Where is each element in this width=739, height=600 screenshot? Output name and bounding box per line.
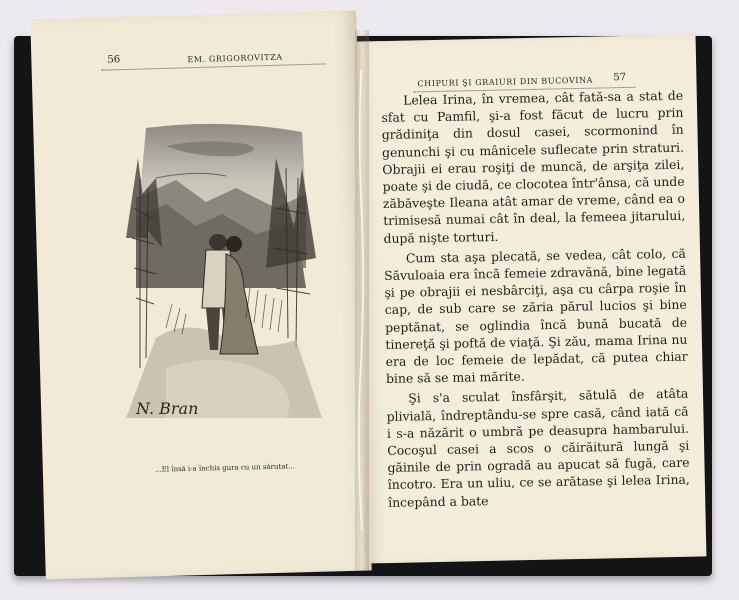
illustration-caption: ...El însă i-a închis gura cu un sărutat... [154, 462, 296, 474]
right-page-number: 57 [613, 71, 627, 84]
artist-signature: N. Bran [136, 399, 199, 418]
binding-thread [356, 70, 366, 530]
right-running-head: CHIPURI ŞI GRAIURI DIN BUCOVINA [417, 75, 594, 89]
paragraph-3: Şi s'a sculat însfârşit, sătulă de atâta plivială, îndreptându-se spre casă, când iată că i s-a năzărit o umbră pe deasupra hambarului. Cocoşul casei a scos o căirăitură lungă şi găinile de prin ogradă au apucat să fugă, care încotro. Era un uliu, ce se arătase şi lelea Irina, începând a bate [386, 386, 690, 510]
page-body-text [381, 87, 690, 511]
left-head-rule [102, 63, 326, 70]
paragraph-1: Lelea Irina, în vremea, cât fată-sa a stat de sfat cu Pamfil, şi-a fost făcut de lucru prin grădiniţa din dosul casei, scormonind în genunchi şi cu mânicele suflecate prin straturi. Obrajii ei erau roşiţi de muncă, de arşiţa zilei, poate şi de ciudă, ce clocotea într'ânsa, că unde zăbăveşte Ileana atât amar de vreme, când ea o trimisesă numai cât în deal, la femeea jitarului, după nişte torturi. [381, 87, 686, 246]
paragraph-2: Cum sta aşa plecată, se vedea, cât colo, că Săvuloaia era încă femeie zdravănă, bine legată şi pe obrajii ei nesbârciţi, aşa cu cârpa roşie în cap, de sub care se zăria părul lucios şi bine peptănat, se oglindia încă bună bucată de tinereţă şi poftă de viaţă. Şi zău, mama Irina nu era de loc femeie de lepădat, că putea chiar bine să se mai mărite. [384, 245, 688, 387]
left-running-head: EM. GRIGOROVITZA [187, 52, 283, 65]
left-page-number: 56 [107, 54, 121, 66]
engraving-illustration [126, 118, 322, 418]
